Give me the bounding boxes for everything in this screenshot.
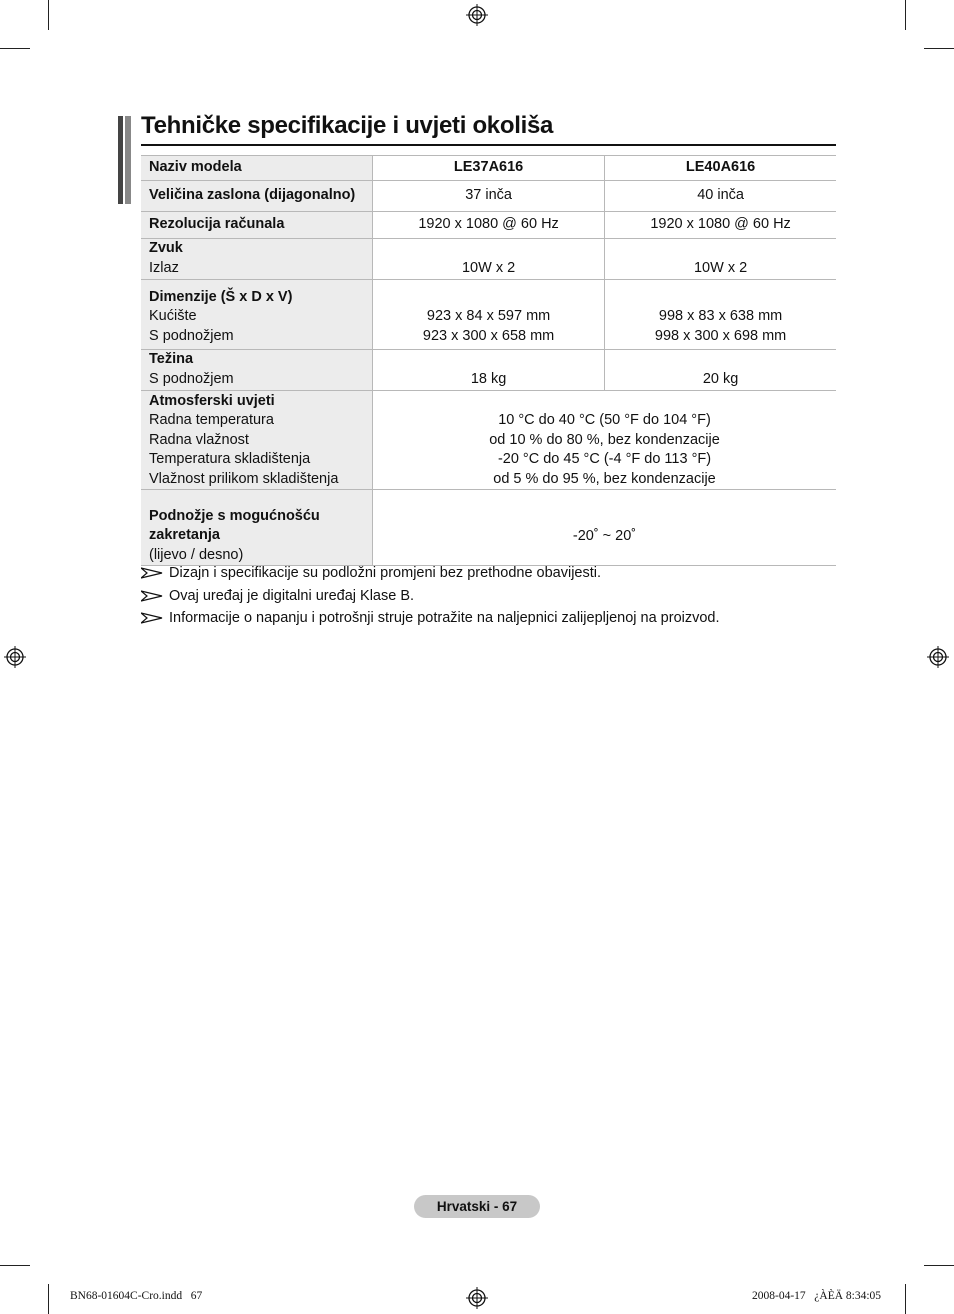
registration-mark-icon	[466, 1287, 488, 1309]
cell-value: 10W x 2	[373, 239, 605, 280]
note-text: Ovaj uređaj je digitalni uređaj Klase B.	[169, 587, 415, 604]
value-line: 10 °C do 40 °C (50 °F do 104 °F)	[498, 412, 711, 428]
note-item	[141, 607, 720, 630]
table-row	[141, 280, 836, 350]
value-line: 923 x 300 x 658 mm	[422, 327, 555, 344]
crop-mark	[0, 1265, 30, 1266]
note-arrow-icon	[141, 567, 169, 579]
value-line: 998 x 83 x 638 mm	[658, 308, 783, 324]
table-row	[141, 212, 836, 239]
row-label: Dimenzije (Š x D x V)	[149, 288, 293, 305]
table-row	[141, 391, 836, 490]
cell-value: 37 inča	[373, 181, 605, 212]
header-model-2: LE40A616	[605, 156, 836, 181]
row-sublabel: (lijevo / desno)	[149, 546, 244, 563]
header-model-1: LE37A616	[373, 156, 605, 181]
row-label: Rezolucija računala	[141, 212, 373, 239]
row-label: Veličina zaslona (dijagonalno)	[141, 181, 373, 212]
registration-mark-icon	[927, 646, 949, 668]
cell-value	[605, 280, 836, 350]
row-label: zakretanja	[149, 527, 220, 543]
note-arrow-icon	[141, 590, 169, 602]
row-label-cell	[141, 391, 373, 490]
cell-value: 20 kg	[605, 350, 836, 391]
title-accent-bar	[118, 116, 123, 204]
title-rule	[141, 144, 836, 146]
row-sublabel: Vlažnost prilikom skladištenja	[149, 470, 339, 487]
row-label-cell	[141, 350, 373, 391]
crop-mark	[924, 48, 954, 49]
row-sublabel: Radna temperatura	[149, 412, 274, 428]
row-label-cell	[141, 280, 373, 350]
table-row	[141, 239, 836, 280]
title-accent-bar	[125, 116, 131, 204]
table-header-row	[141, 156, 836, 181]
row-label-cell	[141, 239, 373, 280]
header-model-label: Naziv modela	[141, 156, 373, 181]
row-label: Zvuk	[149, 240, 183, 256]
note-item	[141, 562, 720, 585]
cell-value: 40 inča	[605, 181, 836, 212]
table-row	[141, 181, 836, 212]
crop-mark	[905, 0, 906, 30]
registration-mark-icon	[466, 4, 488, 26]
crop-mark	[48, 1284, 49, 1314]
crop-mark	[48, 0, 49, 30]
page-title: Tehničke specifikacije i uvjeti okoliša	[141, 112, 554, 139]
crop-mark	[0, 48, 30, 49]
crop-mark	[924, 1265, 954, 1266]
value-line: 923 x 84 x 597 mm	[426, 308, 551, 324]
row-label: Atmosferski uvjeti	[149, 392, 275, 409]
cell-value	[373, 391, 837, 490]
crop-mark	[905, 1284, 906, 1314]
table-row	[141, 350, 836, 391]
cell-value	[373, 280, 605, 350]
page-number-badge: Hrvatski - 67	[414, 1195, 540, 1218]
row-sublabel: S podnožjem	[149, 327, 234, 344]
row-sublabel: Temperatura skladištenja	[149, 451, 311, 467]
registration-mark-icon	[4, 646, 26, 668]
note-text: Dizajn i specifikacije su podložni promjeni bez prethodne obavijesti.	[169, 565, 602, 582]
value-line: od 10 % do 80 %, bez kondenzacije	[489, 431, 720, 448]
cell-value: 18 kg	[373, 350, 605, 391]
value-line: od 5 % do 95 %, bez kondenzacije	[493, 470, 716, 487]
row-sublabel: Kućište	[149, 308, 197, 324]
note-text: Informacije o napanju i potrošnji struje potražite na naljepnici zalijepljenoj na proizvod.	[169, 610, 720, 627]
value-line: 998 x 300 x 698 mm	[654, 327, 787, 344]
file-info: BN68-01604C-Cro.indd 67	[70, 1290, 203, 1302]
notes-list	[141, 562, 720, 630]
row-label: Podnožje s mogućnošću	[149, 507, 320, 524]
row-sublabel: Radna vlažnost	[149, 431, 249, 448]
row-sublabel: Izlaz	[149, 259, 179, 276]
spec-table	[141, 155, 836, 566]
value-line: -20 °C do 45 °C (-4 °F do 113 °F)	[497, 451, 712, 467]
table-row	[141, 490, 836, 566]
row-sublabel: S podnožjem	[149, 370, 234, 387]
cell-value: 1920 x 1080 @ 60 Hz	[373, 212, 605, 239]
note-arrow-icon	[141, 612, 169, 624]
cell-value: 1920 x 1080 @ 60 Hz	[605, 212, 836, 239]
row-label: Težina	[149, 351, 194, 367]
note-item	[141, 585, 720, 608]
row-label-cell	[141, 490, 373, 566]
cell-value: -20˚ ~ 20˚	[373, 490, 837, 566]
cell-value: 10W x 2	[605, 239, 836, 280]
print-timestamp: 2008-04-17 ¿ÀÈÄ 8:34:05	[752, 1290, 882, 1302]
